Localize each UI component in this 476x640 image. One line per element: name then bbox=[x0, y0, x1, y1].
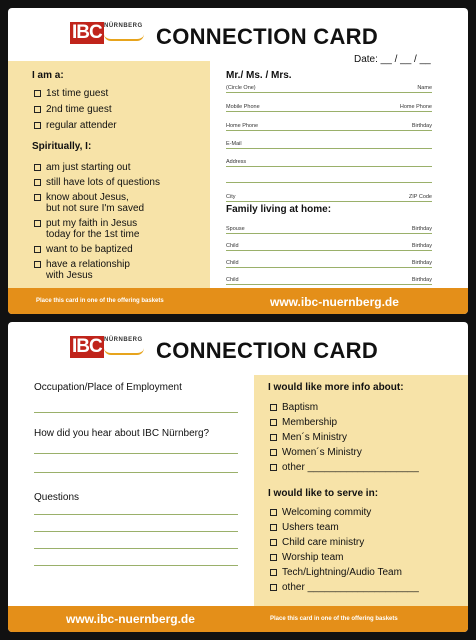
field-label-right: Birthday bbox=[411, 260, 432, 266]
contact-field[interactable] bbox=[226, 100, 432, 112]
checkbox[interactable] bbox=[34, 246, 41, 253]
field-label-left: (Circle One) bbox=[226, 85, 256, 91]
option-label: Ushers team bbox=[282, 522, 339, 533]
checkbox[interactable] bbox=[34, 261, 41, 268]
checkbox[interactable] bbox=[34, 90, 41, 97]
card-title: CONNECTION CARD bbox=[156, 338, 379, 363]
field-label-left: Child bbox=[226, 243, 239, 249]
option-label: but not sure I'm saved bbox=[46, 203, 145, 214]
field-label-right: Home Phone bbox=[399, 104, 432, 110]
info-option[interactable] bbox=[270, 402, 318, 413]
logo-city: NÜRNBERG bbox=[104, 23, 143, 29]
contact-field[interactable] bbox=[226, 119, 432, 131]
questions-line-2[interactable] bbox=[34, 531, 238, 532]
field-label-left: Child bbox=[226, 277, 239, 283]
date-field[interactable]: Date: __ / __ / __ bbox=[354, 54, 431, 65]
checkbox[interactable] bbox=[34, 220, 41, 227]
serve-heading: I would like to serve in: bbox=[268, 488, 379, 499]
contact-field[interactable] bbox=[226, 155, 432, 167]
contact-field[interactable] bbox=[226, 81, 432, 93]
spiritual-option[interactable] bbox=[34, 259, 130, 281]
spiritual-option[interactable] bbox=[34, 192, 144, 214]
contact-field[interactable] bbox=[226, 171, 432, 183]
info-heading: I would like more info about: bbox=[268, 382, 404, 393]
field-label-left: Child bbox=[226, 260, 239, 266]
i-am-option[interactable] bbox=[34, 104, 112, 115]
option-label: 2nd time guest bbox=[46, 104, 112, 115]
checkbox[interactable] bbox=[270, 449, 277, 456]
spiritual-heading: Spiritually, I: bbox=[32, 141, 92, 152]
checkbox[interactable] bbox=[270, 584, 277, 591]
checkbox[interactable] bbox=[270, 434, 277, 441]
option-label: Welcoming commity bbox=[282, 507, 372, 518]
info-option[interactable] bbox=[270, 462, 419, 473]
contact-field[interactable] bbox=[226, 137, 432, 149]
ibc-logo bbox=[70, 22, 144, 44]
option-label: Women´s Ministry bbox=[282, 447, 362, 458]
occupation-line[interactable] bbox=[34, 412, 238, 413]
connection-card-back bbox=[8, 322, 468, 632]
hear-line-2[interactable] bbox=[34, 472, 238, 473]
checkbox[interactable] bbox=[34, 194, 41, 201]
checkbox[interactable] bbox=[34, 179, 41, 186]
logo-text: IBC bbox=[72, 22, 102, 43]
occupation-question: Occupation/Place of Employment bbox=[34, 382, 182, 393]
questions-line-4[interactable] bbox=[34, 565, 238, 566]
option-label: Men´s Ministry bbox=[282, 432, 348, 443]
connection-card-front bbox=[8, 8, 468, 314]
field-label-left: City bbox=[226, 194, 236, 200]
serve-option[interactable] bbox=[270, 552, 344, 563]
footer-bar bbox=[8, 606, 468, 632]
info-option[interactable] bbox=[270, 447, 362, 458]
info-option[interactable] bbox=[270, 432, 347, 443]
family-field[interactable] bbox=[226, 222, 432, 234]
checkbox[interactable] bbox=[270, 509, 277, 516]
field-label-left: Mobile Phone bbox=[226, 104, 260, 110]
option-label: Tech/Lightning/Audio Team bbox=[282, 567, 402, 578]
option-label: Child care ministry bbox=[282, 537, 365, 548]
info-option[interactable] bbox=[270, 417, 337, 428]
logo-swoosh-icon bbox=[104, 348, 144, 355]
field-label-left: Home Phone bbox=[226, 123, 259, 129]
card-header bbox=[8, 8, 468, 52]
questions-label: Questions bbox=[34, 492, 80, 503]
basket-note: Place this card in one of the offering baskets bbox=[36, 298, 164, 304]
field-label-left: Address bbox=[226, 159, 247, 165]
option-label: Worship team bbox=[282, 552, 344, 563]
spiritual-option[interactable] bbox=[34, 244, 133, 255]
contact-field[interactable] bbox=[226, 190, 432, 202]
card-title: CONNECTION CARD bbox=[156, 24, 379, 49]
website-link[interactable]: www.ibc-nuernberg.de bbox=[66, 612, 195, 626]
field-label-right: Birthday bbox=[411, 123, 432, 129]
option-label: today for the 1st time bbox=[46, 229, 140, 240]
card-header bbox=[8, 322, 468, 366]
family-field[interactable] bbox=[226, 256, 432, 268]
spiritual-option[interactable] bbox=[34, 162, 130, 173]
option-label: other ____________________ bbox=[282, 462, 419, 473]
logo-swoosh-icon bbox=[104, 34, 144, 41]
checkbox[interactable] bbox=[34, 106, 41, 113]
family-field[interactable] bbox=[226, 239, 432, 251]
field-label-right: Birthday bbox=[411, 277, 432, 283]
field-label-left: Spouse bbox=[226, 226, 245, 232]
logo-city: NÜRNBERG bbox=[104, 337, 143, 343]
option-label: with Jesus bbox=[46, 270, 93, 281]
serve-option[interactable] bbox=[270, 537, 364, 548]
option-label: have a relationship bbox=[46, 259, 130, 270]
field-label-right: Birthday bbox=[411, 243, 432, 249]
field-label-right: Birthday bbox=[411, 226, 432, 232]
logo-text: IBC bbox=[72, 336, 102, 357]
field-label-left: E-Mail bbox=[226, 141, 242, 147]
checkbox[interactable] bbox=[270, 539, 277, 546]
option-label: want to be baptized bbox=[46, 244, 133, 255]
spiritual-option[interactable] bbox=[34, 218, 139, 240]
checkbox[interactable] bbox=[34, 164, 41, 171]
hear-line-1[interactable] bbox=[34, 453, 238, 454]
serve-option[interactable] bbox=[270, 507, 371, 518]
serve-option[interactable] bbox=[270, 567, 402, 578]
ibc-logo bbox=[70, 336, 144, 358]
family-heading: Family living at home: bbox=[226, 204, 332, 215]
option-label: other ____________________ bbox=[282, 582, 419, 593]
option-label: Baptism bbox=[282, 402, 319, 413]
option-label: 1st time guest bbox=[46, 88, 109, 99]
checkbox[interactable] bbox=[270, 464, 277, 471]
website-link[interactable]: www.ibc-nuernberg.de bbox=[270, 295, 399, 309]
footer-bar bbox=[8, 288, 468, 314]
questions-line-1[interactable] bbox=[34, 514, 238, 515]
basket-note: Place this card in one of the offering baskets bbox=[270, 616, 398, 622]
serve-option[interactable] bbox=[270, 582, 419, 593]
checkbox[interactable] bbox=[270, 554, 277, 561]
option-label: know about Jesus, bbox=[46, 192, 129, 203]
questions-line-3[interactable] bbox=[34, 548, 238, 549]
checkbox[interactable] bbox=[270, 524, 277, 531]
option-label: still have lots of questions bbox=[46, 177, 160, 188]
option-label: regular attender bbox=[46, 120, 117, 131]
checkbox[interactable] bbox=[270, 569, 277, 576]
i-am-heading: I am a: bbox=[32, 70, 64, 81]
spiritual-option[interactable] bbox=[34, 177, 160, 188]
option-label: put my faith in Jesus bbox=[46, 218, 138, 229]
checkbox[interactable] bbox=[270, 404, 277, 411]
field-label-right: Name bbox=[417, 85, 432, 91]
serve-option[interactable] bbox=[270, 522, 339, 533]
field-label-right: ZIP Code bbox=[408, 194, 432, 200]
salutation-label: Mr./ Ms. / Mrs. bbox=[226, 70, 292, 81]
option-label: Membership bbox=[282, 417, 338, 428]
checkbox[interactable] bbox=[34, 122, 41, 129]
option-label: am just starting out bbox=[46, 162, 131, 173]
hear-question: How did you hear about IBC Nürnberg? bbox=[34, 428, 210, 439]
family-field[interactable] bbox=[226, 273, 432, 285]
i-am-option[interactable] bbox=[34, 120, 117, 131]
checkbox[interactable] bbox=[270, 419, 277, 426]
i-am-option[interactable] bbox=[34, 88, 108, 99]
